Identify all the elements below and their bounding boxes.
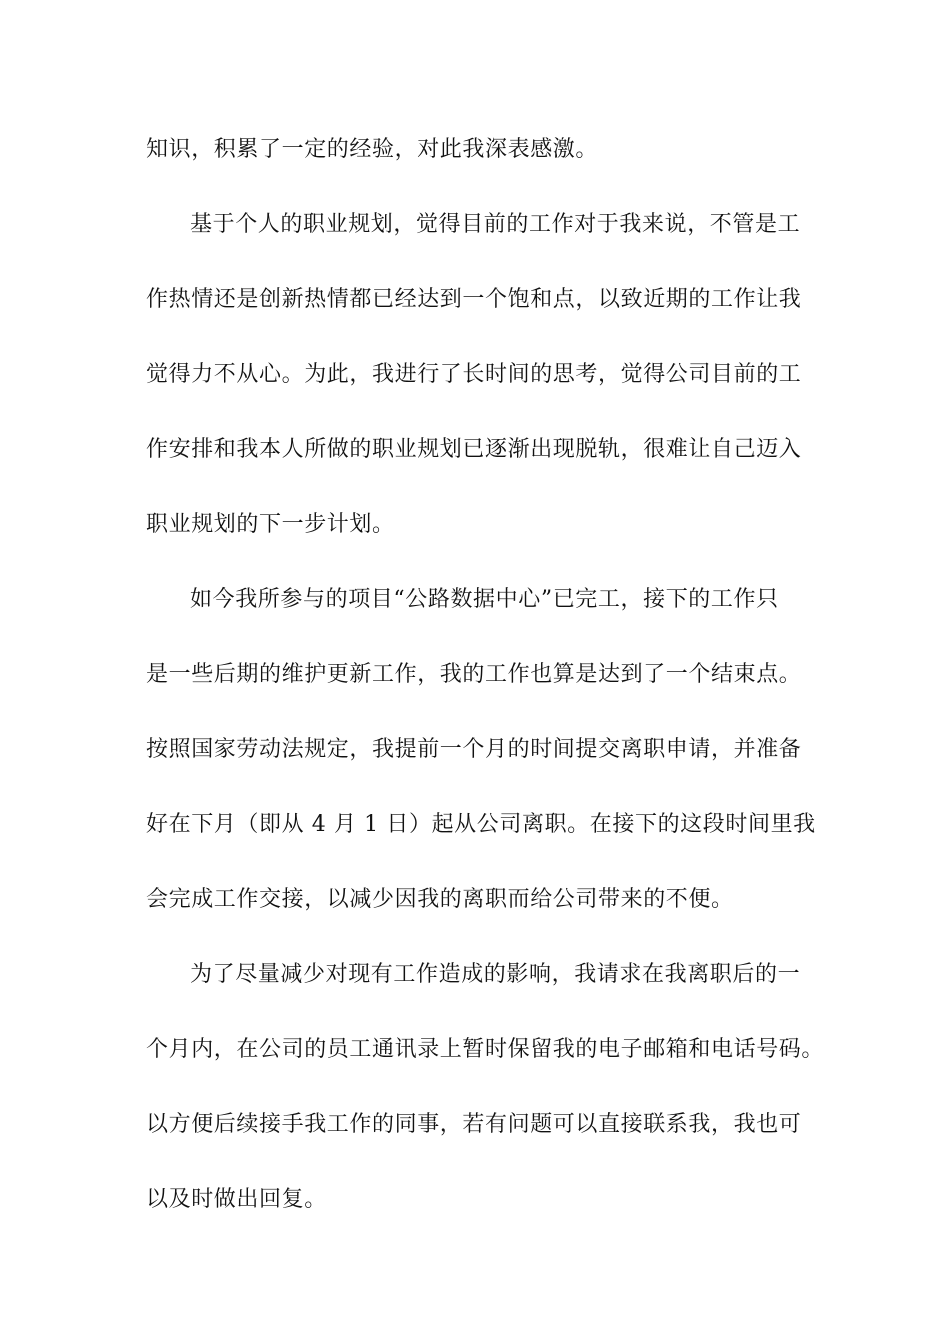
paragraph-start-line: 基于个人的职业规划，觉得目前的工作对于我来说，不管是工 bbox=[190, 212, 801, 237]
text-line: 以及时做出回复。 bbox=[146, 1187, 327, 1212]
text-line: 会完成工作交接，以减少因我的离职而给公司带来的不便。 bbox=[146, 887, 734, 912]
text-line: 觉得力不从心。为此，我进行了长时间的思考，觉得公司目前的工 bbox=[146, 362, 802, 387]
text-line: 按照国家劳动法规定，我提前一个月的时间提交离职申请，并准备 bbox=[146, 737, 802, 762]
text-line: 好在下月（即从 4 月 1 日）起从公司离职。在接下的这段时间里我 bbox=[146, 812, 816, 837]
text-line: 以方便后续接手我工作的同事，若有问题可以直接联系我，我也可 bbox=[146, 1112, 802, 1137]
text-line: 知识，积累了一定的经验，对此我深表感激。 bbox=[146, 137, 599, 162]
paragraph-start-line: 为了尽量减少对现有工作造成的影响，我请求在我离职后的一 bbox=[190, 962, 801, 987]
text-line: 个月内，在公司的员工通讯录上暂时保留我的电子邮箱和电话号码。 bbox=[146, 1037, 825, 1062]
paragraph-start-line: 如今我所参与的项目“公路数据中心”已完工，接下的工作只 bbox=[190, 587, 779, 612]
letter-body bbox=[146, 124, 825, 1249]
text-line: 职业规划的下一步计划。 bbox=[146, 512, 395, 537]
text-line: 作安排和我本人所做的职业规划已逐渐出现脱轨，很难让自己迈入 bbox=[146, 437, 802, 462]
text-line: 作热情还是创新热情都已经达到一个饱和点，以致近期的工作让我 bbox=[146, 287, 802, 312]
text-line: 是一些后期的维护更新工作，我的工作也算是达到了一个结束点。 bbox=[146, 662, 802, 687]
